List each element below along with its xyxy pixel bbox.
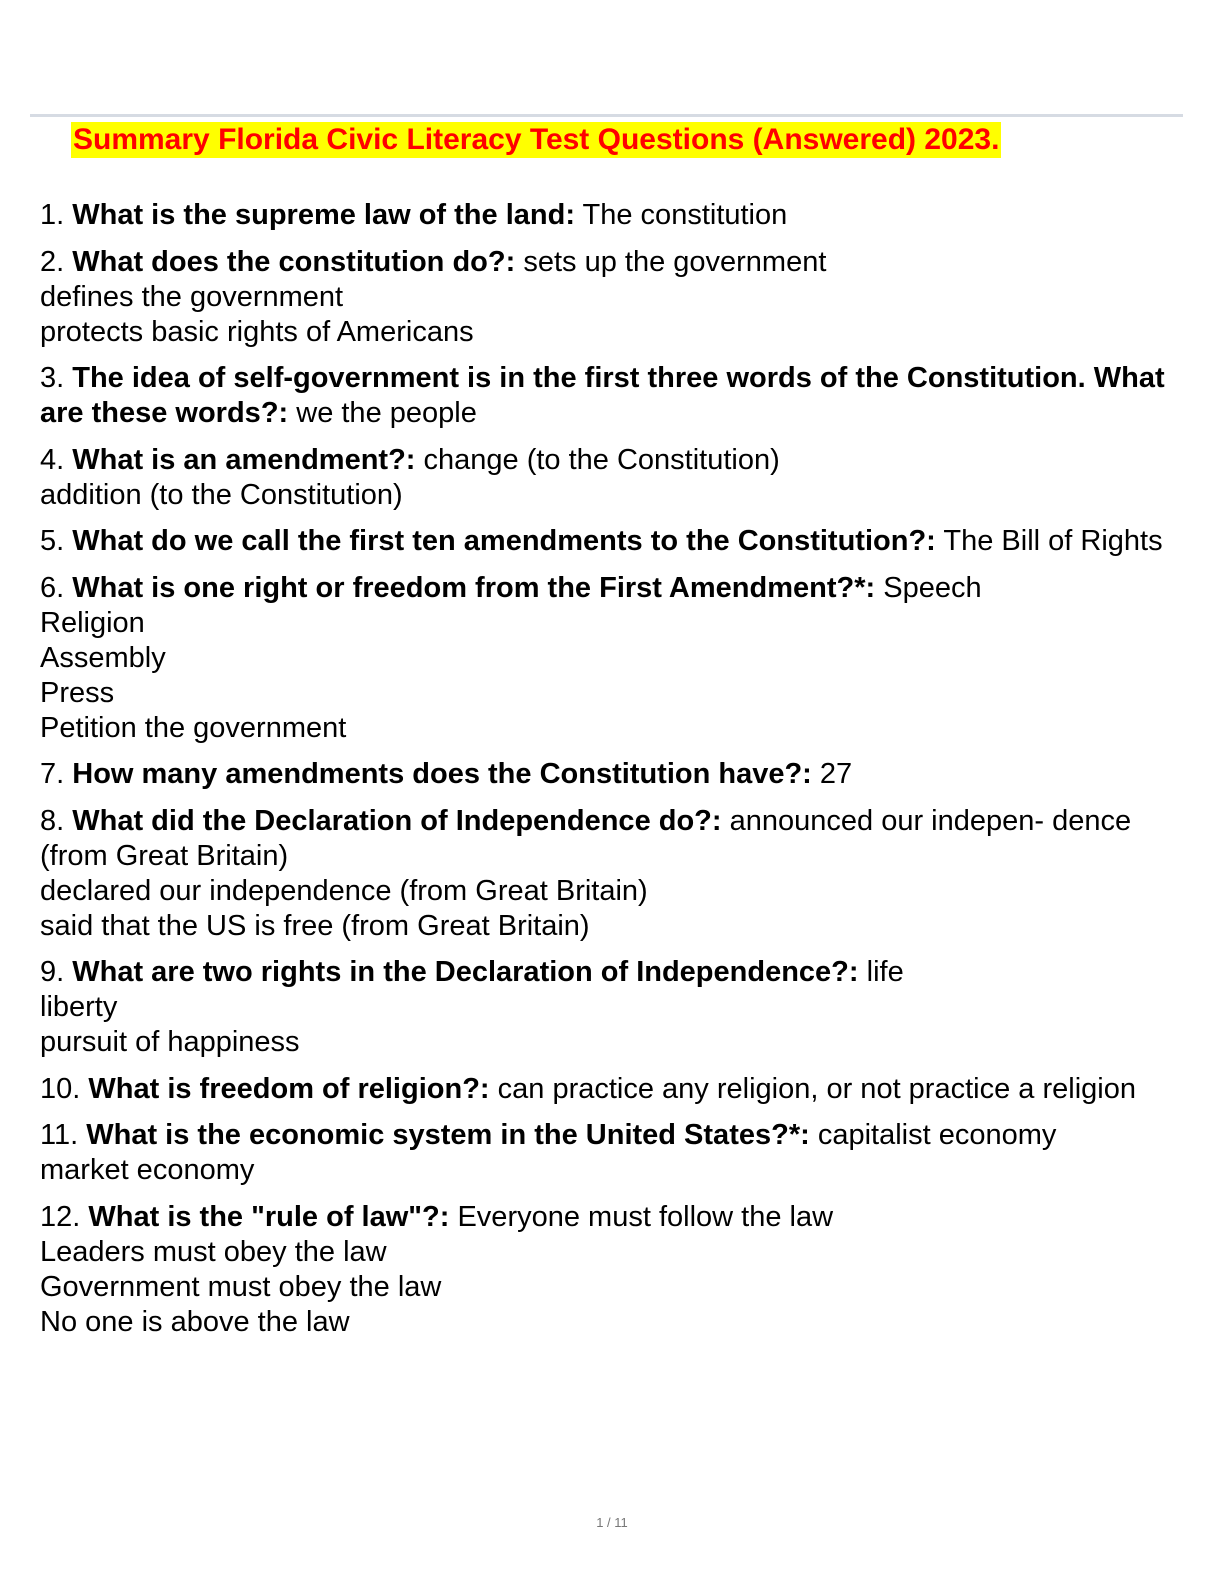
question-line [40, 361, 1190, 431]
answer-line: protects basic rights of Americans [40, 315, 474, 348]
question-text: What does the constitution do?: [72, 245, 516, 278]
question-item [40, 571, 1190, 746]
question-number: 1. [40, 199, 65, 231]
answer-text: announced our indepen- dence (from Great Britain) [40, 804, 1132, 872]
question-text: How many amendments does the Constitution have?: [72, 758, 812, 790]
answer-text: Everyone must follow the law [457, 1200, 834, 1233]
document-title: Summary Florida Civic Literacy Test Questions (Answered) 2023. [73, 123, 1000, 156]
answer-line: declared our independence (from Great Britain) [40, 874, 648, 907]
answer-line: liberty [40, 991, 118, 1023]
answer-line: defines the government [40, 280, 344, 313]
answer-line: pursuit of happiness [40, 1026, 300, 1058]
answer-line: Petition the government [40, 711, 347, 744]
question-item [40, 443, 1190, 513]
question-number: 10. [40, 1072, 81, 1105]
question-text: What do we call the first ten amendments to the Constitution?: [72, 525, 936, 557]
answer-line: addition (to the Constitution) [40, 478, 403, 511]
question-line [40, 1118, 1190, 1153]
page-indicator: 1 / 11 [596, 1515, 628, 1530]
question-line [40, 804, 1190, 874]
top-divider [30, 114, 1183, 117]
answer-text: we the people [296, 397, 477, 429]
question-line [40, 198, 1190, 233]
question-number: 6. [40, 571, 65, 604]
question-item [40, 198, 1190, 233]
question-item [40, 524, 1190, 559]
answer-line: market economy [40, 1154, 255, 1186]
answer-text: The Bill of Rights [943, 525, 1163, 557]
question-line [40, 443, 1190, 478]
answer-text: can practice any religion, or not practice a religion [497, 1072, 1136, 1105]
answer-text: Speech [883, 571, 982, 604]
question-number: 9. [40, 956, 65, 988]
question-text: What is the economic system in the United States?*: [86, 1119, 810, 1151]
question-line [40, 955, 1190, 990]
answer-text: capitalist economy [817, 1119, 1057, 1151]
question-item [40, 1118, 1190, 1188]
answer-line: Assembly [40, 641, 166, 674]
question-line [40, 524, 1190, 559]
answer-text: The constitution [582, 199, 788, 231]
answer-line: Religion [40, 606, 145, 639]
answer-line: No one is above the law [40, 1305, 350, 1338]
question-item [40, 955, 1190, 1060]
answer-line: Leaders must obey the law [40, 1235, 387, 1268]
question-text: What is the "rule of law"?: [88, 1200, 450, 1233]
question-number: 3. [40, 362, 65, 394]
answer-text: 27 [819, 758, 853, 790]
question-number: 7. [40, 758, 65, 790]
answer-line: said that the US is free (from Great Britain) [40, 909, 590, 942]
question-number: 8. [40, 804, 65, 837]
question-text: What is the supreme law of the land: [72, 199, 575, 231]
question-line [40, 1200, 1190, 1235]
answer-line: Press [40, 676, 115, 709]
question-number: 4. [40, 443, 65, 476]
question-line [40, 571, 1190, 606]
question-number: 11. [40, 1119, 79, 1151]
answer-text: change (to the Constitution) [423, 443, 780, 476]
question-text: What is one right or freedom from the First Amendment?*: [72, 571, 876, 604]
question-line [40, 757, 1190, 792]
question-item [40, 757, 1190, 792]
question-item [40, 361, 1190, 431]
question-item [40, 1200, 1190, 1340]
question-item [40, 804, 1190, 944]
question-line [40, 245, 1190, 280]
answer-line: Government must obey the law [40, 1270, 442, 1303]
question-line [40, 1072, 1190, 1107]
question-text: What is freedom of religion?: [88, 1072, 490, 1105]
question-list [40, 198, 1190, 1351]
answer-text: sets up the government [523, 245, 827, 278]
question-number: 2. [40, 245, 65, 278]
question-text: What is an amendment?: [72, 443, 416, 476]
question-text: The idea of self-government is in the first three words of the Constitution. What are these words?: [40, 362, 1165, 429]
question-text: What are two rights in the Declaration of Independence?: [72, 956, 859, 988]
question-item [40, 1072, 1190, 1107]
answer-text: life [866, 956, 904, 988]
question-item [40, 245, 1190, 350]
question-text: What did the Declaration of Independence do?: [72, 804, 722, 837]
question-number: 12. [40, 1200, 81, 1233]
question-number: 5. [40, 525, 65, 557]
